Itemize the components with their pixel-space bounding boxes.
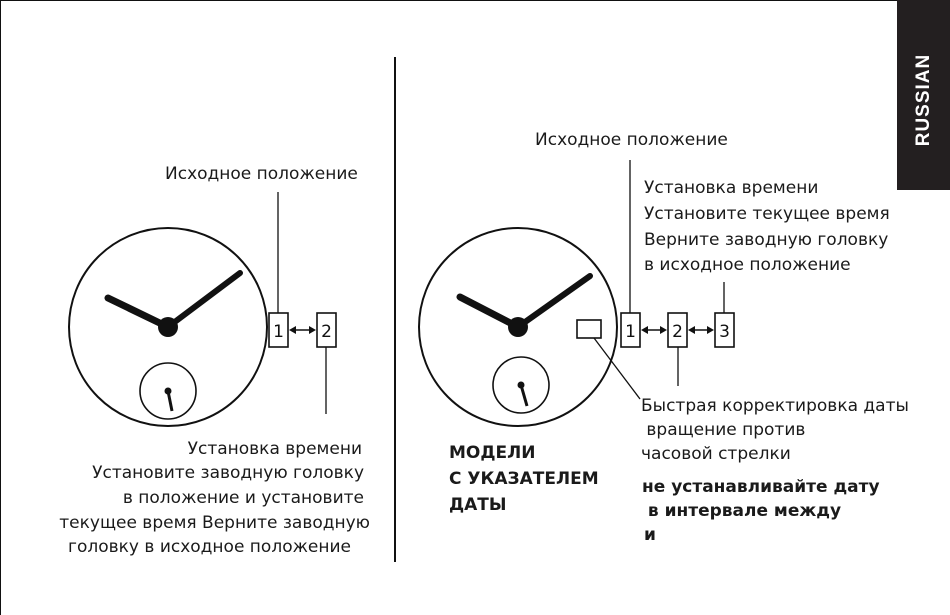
left-instruction-line-5: головку в исходное положение — [68, 537, 351, 557]
language-tab-label: RUSSIAN — [912, 53, 934, 147]
left-arrow-head-r — [309, 326, 316, 334]
left-instruction-line-2: Установите заводную головку — [92, 463, 364, 483]
left-arrow-head-l — [289, 326, 296, 334]
left-instruction-line-1: Установка времени — [187, 439, 362, 459]
left-instruction-line-4: текущее время Верните заводную — [59, 513, 370, 533]
warning-line-1: не устанавливайте дату — [642, 477, 880, 497]
date-correction-line-3: часовой стрелки — [641, 444, 791, 464]
warning-line-3: и — [644, 525, 656, 545]
right-watch — [419, 228, 640, 426]
right-time-setting-line-3: Верните заводную головку — [644, 230, 889, 250]
left-minute-hand — [168, 273, 240, 327]
right-pos1-label: 1 — [625, 322, 636, 342]
right-time-setting-line-4: в исходное положение — [644, 255, 851, 275]
right-subdial-pin — [518, 382, 525, 389]
left-center-pin — [158, 317, 178, 337]
models-label-line-2: С УКАЗАТЕЛЕМ — [449, 469, 599, 489]
left-pos1-label: 1 — [273, 322, 284, 342]
right-pos2-label: 2 — [672, 322, 683, 342]
date-window — [577, 320, 601, 338]
right-time-setting-line-2: Установите текущее время — [644, 204, 890, 224]
left-subdial-pin — [165, 388, 172, 395]
date-correction-line-2: вращение против — [641, 420, 806, 440]
right-center-pin — [508, 317, 528, 337]
right-arrow1-head-r — [660, 326, 667, 334]
right-arrow2-head-l — [688, 326, 695, 334]
right-arrow2-head-r — [707, 326, 714, 334]
right-arrow1-head-l — [641, 326, 648, 334]
left-watch — [69, 228, 267, 426]
left-initial-position-label: Исходное положение — [165, 164, 358, 184]
models-label-line-1: МОДЕЛИ — [449, 443, 536, 463]
right-initial-position-label: Исходное положение — [535, 130, 728, 150]
warning-line-2: в интервале между — [642, 501, 842, 521]
left-crown-positions — [269, 192, 336, 414]
right-time-setting-line-1: Установка времени — [644, 178, 819, 198]
left-pos2-label: 2 — [321, 322, 332, 342]
date-correction-line-1: Быстрая корректировка даты — [641, 396, 909, 416]
models-label-line-3: ДАТЫ — [449, 495, 507, 515]
right-pos3-label: 3 — [719, 322, 730, 342]
left-instruction-line-3: в положение и установите — [122, 488, 364, 508]
